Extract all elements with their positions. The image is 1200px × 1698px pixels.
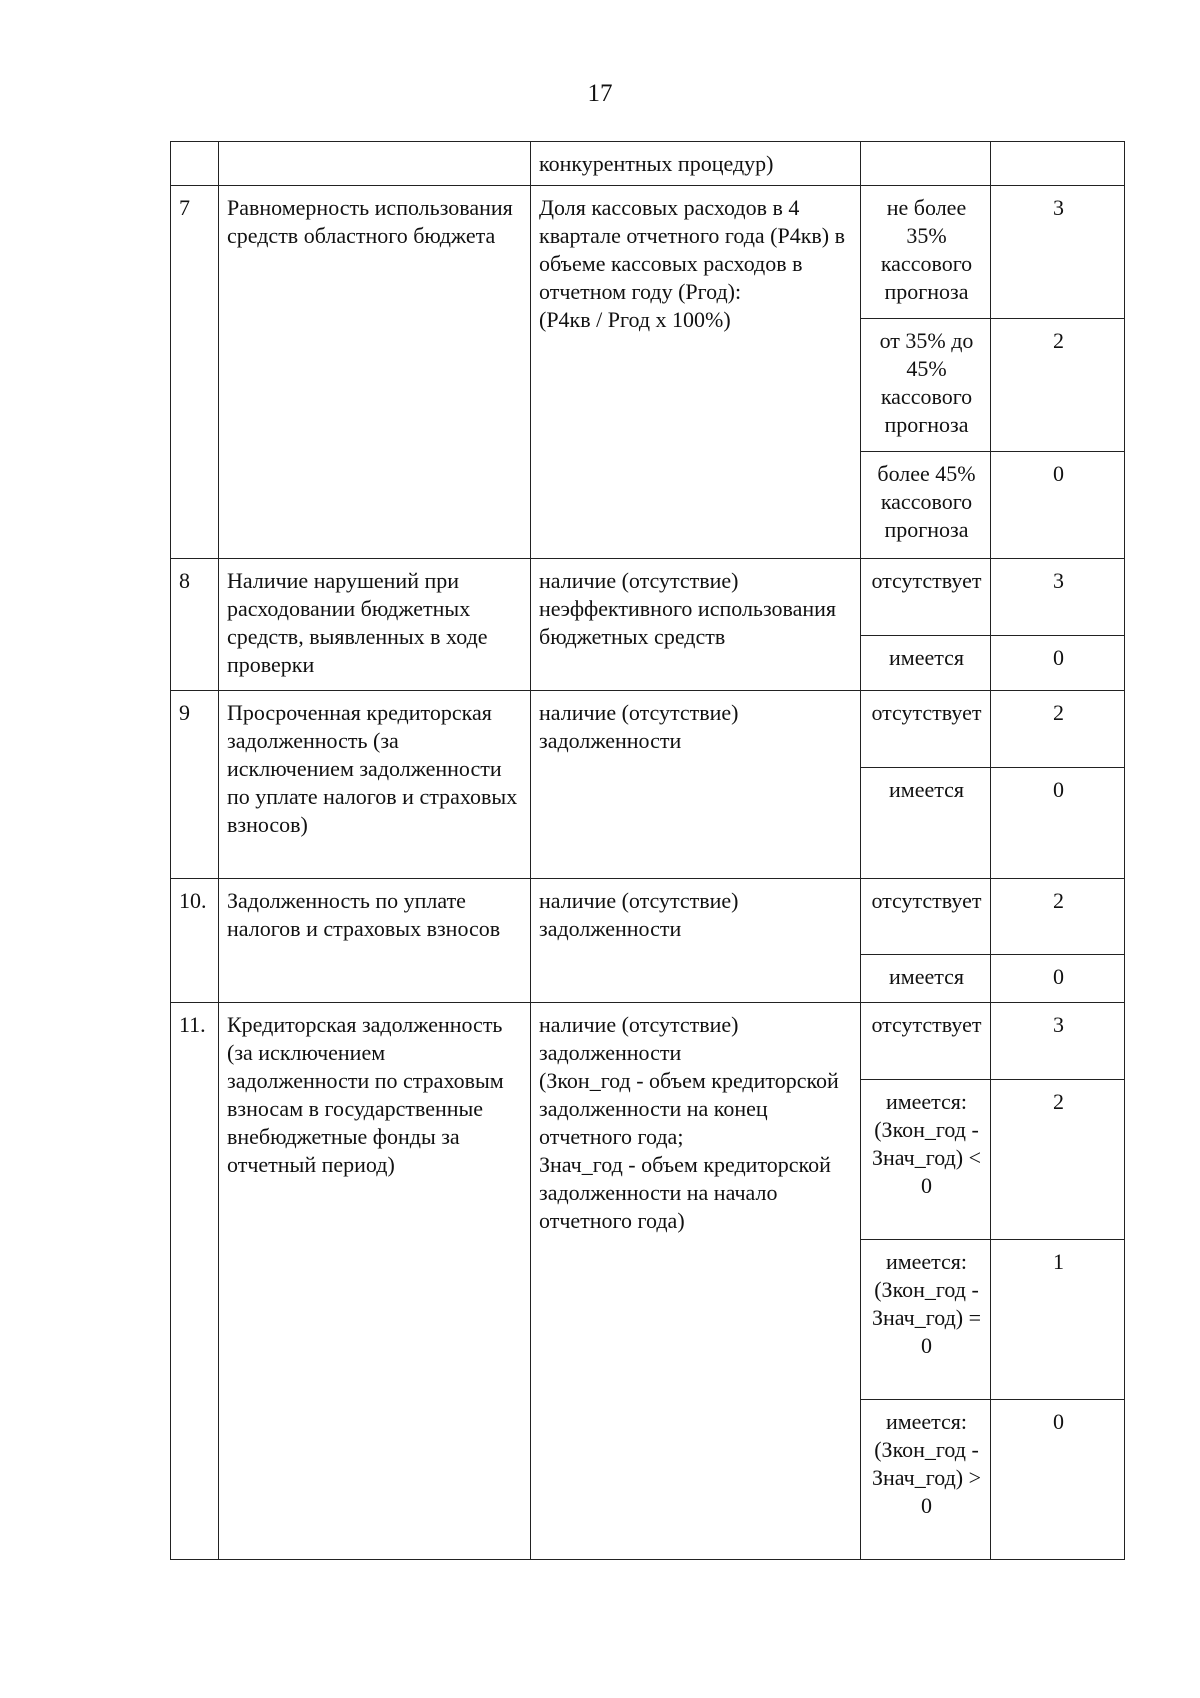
score-cell: 0 <box>991 636 1125 691</box>
score-cell: 0 <box>991 955 1125 1003</box>
page-number: 17 <box>587 80 613 107</box>
criterion-cell: не более 35% кассового прогноза <box>861 186 991 319</box>
score-cell: 1 <box>991 1240 1125 1400</box>
table-row <box>171 142 1125 186</box>
row-number: 7 <box>171 186 219 559</box>
row-number: 9 <box>171 691 219 879</box>
row-number <box>171 142 219 186</box>
table-row <box>171 879 1125 955</box>
row-number: 8 <box>171 559 219 691</box>
indicator-cell: Просроченная кредиторская задолженность (за исключением задолженности по уплате налогов и страховых взносов) <box>219 691 531 879</box>
formula-cell: конкурентных процедур) <box>531 142 861 186</box>
formula-cell: Доля кассовых расходов в 4 квартале отчетного года (Р4кв) в объеме кассовых расходов в отчетном году (Ргод): (Р4кв / Ргод х 100%) <box>531 186 861 559</box>
indicator-cell: Наличие нарушений при расходовании бюджетных средств, выявленных в ходе проверки <box>219 559 531 691</box>
score-cell: 2 <box>991 691 1125 768</box>
formula-cell: наличие (отсутствие) задолженности <box>531 879 861 1003</box>
criteria-table <box>170 141 1125 1560</box>
score-cell: 3 <box>991 186 1125 319</box>
criterion-cell: имеется <box>861 768 991 879</box>
formula-cell: наличие (отсутствие) неэффективного использования бюджетных средств <box>531 559 861 691</box>
criterion-cell: более 45% кассового прогноза <box>861 452 991 559</box>
criterion-cell <box>861 142 991 186</box>
row-number: 11. <box>171 1003 219 1560</box>
formula-cell: наличие (отсутствие) задолженности <box>531 691 861 879</box>
table-row <box>171 691 1125 768</box>
criterion-cell: имеется <box>861 636 991 691</box>
criterion-cell: имеется <box>861 955 991 1003</box>
table-row <box>171 1003 1125 1080</box>
score-cell: 0 <box>991 1400 1125 1560</box>
indicator-cell: Равномерность использования средств областного бюджета <box>219 186 531 559</box>
formula-cell: наличие (отсутствие) задолженности (Зкон_год - объем кредиторской задолженности на конец отчетного года; Знач_год - объем кредиторской задолженности на начало отчетного года) <box>531 1003 861 1560</box>
criterion-cell: отсутствует <box>861 879 991 955</box>
score-cell <box>991 142 1125 186</box>
criterion-cell: отсутствует <box>861 691 991 768</box>
criterion-cell: от 35% до 45% кассового прогноза <box>861 319 991 452</box>
table-row <box>171 186 1125 319</box>
indicator-cell: Кредиторская задолженность (за исключением задолженности по страховым взносам в государственные внебюджетные фонды за отчетный период) <box>219 1003 531 1560</box>
criterion-cell: имеется: (Зкон_год - Знач_год) > 0 <box>861 1400 991 1560</box>
score-cell: 2 <box>991 879 1125 955</box>
row-number: 10. <box>171 879 219 1003</box>
score-cell: 2 <box>991 1080 1125 1240</box>
indicator-cell <box>219 142 531 186</box>
criterion-cell: имеется: (Зкон_год - Знач_год) = 0 <box>861 1240 991 1400</box>
indicator-cell: Задолженность по уплате налогов и страховых взносов <box>219 879 531 1003</box>
criterion-cell: отсутствует <box>861 559 991 636</box>
score-cell: 3 <box>991 1003 1125 1080</box>
score-cell: 0 <box>991 452 1125 559</box>
criterion-cell: имеется: (Зкон_год - Знач_год) < 0 <box>861 1080 991 1240</box>
score-cell: 0 <box>991 768 1125 879</box>
score-cell: 3 <box>991 559 1125 636</box>
score-cell: 2 <box>991 319 1125 452</box>
criterion-cell: отсутствует <box>861 1003 991 1080</box>
table-row <box>171 559 1125 636</box>
